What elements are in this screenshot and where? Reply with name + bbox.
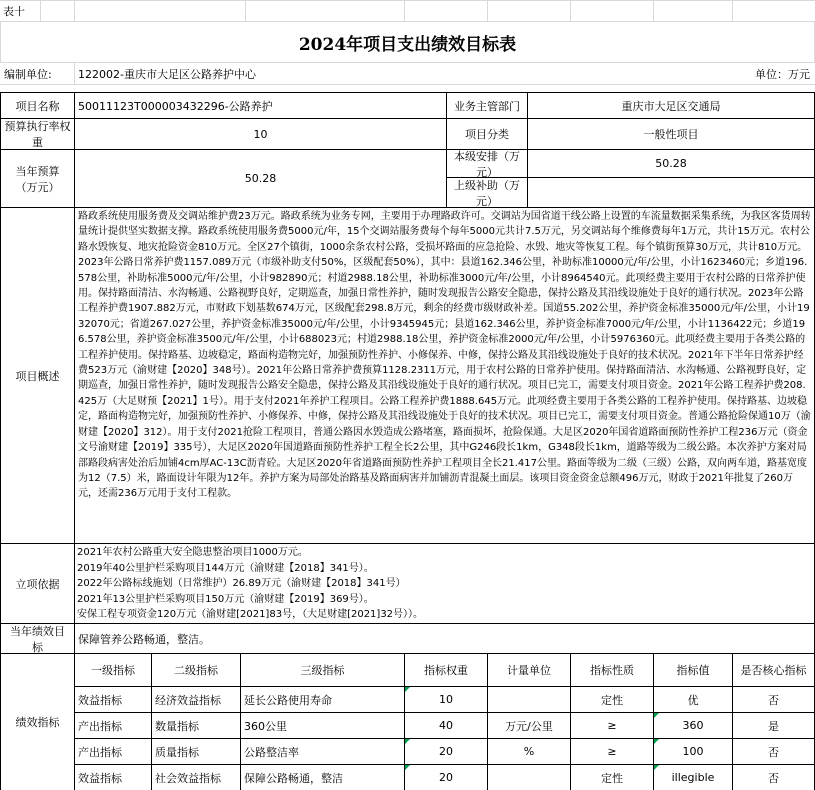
overview-label: 项目概述	[15, 369, 60, 383]
basis-line: 2019年40公里护栏采购项目144万元（渝财建【2018】341号）。	[77, 562, 374, 574]
indicator-cell: 产出指标	[78, 745, 122, 759]
budget-value: 50.28	[244, 172, 277, 185]
indicator-cell: 效益指标	[78, 771, 122, 785]
cell-marker-icon	[405, 739, 410, 744]
unit-value: 122002-重庆市大足区公路养护中心	[78, 67, 256, 81]
indicator-header: 一级指标	[91, 664, 135, 677]
local-value: 50.28	[655, 157, 687, 170]
grid-line	[653, 0, 654, 22]
indicator-cell: 质量指标	[155, 745, 199, 759]
indicator-cell: 经济效益指标	[155, 693, 221, 707]
indicator-header: 指标权重	[424, 664, 468, 677]
indicator-cell: ≥	[607, 719, 617, 732]
indicator-cell: illegible	[671, 771, 715, 784]
indicator-cell	[488, 687, 570, 712]
basis-line: 2021年农村公路重大安全隐患整治项目1000万元。	[77, 547, 308, 558]
indicator-header: 计量单位	[507, 664, 551, 677]
overview-text: 路政系统使用服务费及交调站维护费23万元。路政系统为业务专网，主要用于办理路政许可。交调站为国省道干线公路上设置的车流量数据采集系统，为我区客货周转量统计提供坚实数据支撑。路政系统使用服务费5000元/年，15个交调站服务费每个每年5000元共计7.5万元，另交调站每个维修费每年1万元，共计15万元。农村公路水毁恢复、地灾抢险资金810万元。全区27个镇街，1000余条农村公路，受损坏路面的应急抢险、水毁、地灾等恢复工程。每个镇街预算30万元，共计810万元。2023年公路日常养护费1157.089万元（市级补助支付50%，区级配套50%），其中：县道162.346公里，补助标准10000元/年/公里，小计1623460元；乡道196.578公里，补助标准5000元/年/公里，小计982890元；村道2988.18公里，补助标准3000元/年/公里，小计8964540元。此项经费主要用于农村公路的日常养护使用。保持路面清洁、水沟畅通、公路视野良好，定期巡查，加强日常性养护，随时发现报告公路安全隐患，保持公路及其沿线设施处于良好的通行状况。2023年公路工程养护费1907.882万元，市财政下划基数674万元，区级配套298.8万元，剩余的经费市级财政补差。国道55.202公里，养护资金标准35000元/年/公里，小计1932070元；省道267.027公里，养护资金标准35000元/年/公里，小计9345945元；县道162.346公里，养护资金标准7000元/年/公里，小计1136422元；乡道196.578公里，养护资金标准3500元/年/公里，小计688023元；村道2988.18公里，养护资金标准2000元/年/公里，小计5976360元。此项经费主要用于各类公路的工程养护使用。保持路基、边坡稳定，路面构造物完好，加强预防性养护、小修保养、中修，保持公路及其沿线设施处于良好的技术状况。2021年下半年日常养护经费523万元（渝财建【2020】348号）。2021年公路日常养护费预算1128.2311万元，用于农村公路的日常养护使用。保持路面清洁、水沟畅通、公路视野良好，定期巡查，加强日常性养护，随时发现报告公路安全隐患，保持公路及其沿线设施处于良好的通行状况。项目已完工，需要支付项目资金。2021年公路工程养护费208.425万（大足财预【2021】1号）。用于支付2021年养护工程项目。公路工程养护费1888.645万元。此项经费主要用于各类公路的工程养护使用。保持路基、边坡稳定，路面构造物完好，加强预防性养护、小修保养、中修，保持公路及其沿线设施处于良好的技术状况。项目已完工，需要支付项目资金。普通公路抢险保通10万（渝财建【2020】312）。用于支付2021抢险工程项目，普通公路因水毁造成公路堵塞，路面损坏，抢险保通。大足区2020年国省道路面预防性养护工程236万元（资金文号渝财建【2019】335号），大足区2020年国道路面预防性养护工程全长2公里，其中G246段长1km，G348段长1km，道路等级为二级公路。本次养护方案对局部路段病害处治后加铺4cm厚AC-13C沥青砼。大足区2020年省道路面预防性养护工程项目全长21.417公里。路面等级为二级（三级）公路，双向两车道，路基宽度为12（7.5）米，路面设计年限为12年。养护方案为局部处治路基及路面病害并加铺沥青混凝土面层。该项目资金资金总额496万元，财政于2021年批复了260万元，还需236万元用于支付工程款。	[78, 211, 811, 500]
indicator-cell: 20	[439, 745, 453, 758]
indicator-cell: 产出指标	[78, 719, 122, 733]
basis-line: 2022年公路标线施划（日常维护）26.89万元（渝财建【2018】341号）	[77, 578, 406, 589]
sheet-tag: 表十	[3, 5, 25, 18]
cell-marker-icon	[405, 687, 410, 692]
cell-marker-icon	[405, 765, 410, 770]
grid-line	[0, 84, 815, 85]
local-label: 本级安排（万元）	[454, 150, 520, 177]
indicator-cell: 360公里	[244, 719, 287, 733]
indicator-cell: 延长公路使用寿命	[244, 693, 332, 707]
unit-label: 编制单位:	[4, 67, 52, 81]
indicator-cell: 保障公路畅通，整洁	[244, 771, 343, 785]
indicator-cell: 否	[768, 771, 779, 785]
basis-line: 安保工程专项资金120万元（渝财建[2021]83号，（大足财建[2021]32号））。	[77, 609, 424, 620]
indicator-cell: 万元/公里	[505, 719, 553, 733]
weight-value: 10	[253, 127, 268, 141]
basis-line: 2021年13公里护栏采购项目150万元（渝财建【2019】369号）。	[77, 593, 374, 605]
indicator-cell: 40	[439, 719, 453, 732]
grid-line	[732, 0, 733, 22]
grid-line	[487, 0, 488, 22]
cell-marker-icon	[654, 713, 659, 718]
indicators-label: 绩效指标	[15, 716, 60, 729]
upper-label: 上级补助（万元）	[454, 178, 520, 207]
indicator-cell: 社会效益指标	[155, 771, 221, 785]
grid-line	[0, 0, 815, 1]
category-label: 项目分类	[465, 128, 509, 141]
grid-line	[74, 0, 75, 22]
basis-list	[75, 544, 814, 623]
indicator-cell: 100	[682, 745, 704, 758]
indicator-cell: 定性	[601, 771, 623, 785]
basis-label: 立项依据	[15, 577, 60, 591]
indicator-header: 三级指标	[300, 664, 345, 677]
dept-label: 业务主管部门	[454, 99, 520, 113]
budget-label: 当年预算（万元）	[15, 164, 60, 194]
indicator-cell: 数量指标	[155, 719, 199, 733]
indicator-cell: 否	[768, 745, 779, 759]
indicator-header: 指标性质	[590, 664, 634, 677]
cell-marker-icon	[654, 765, 659, 770]
indicator-cell: %	[523, 745, 535, 758]
project-name-label: 项目名称	[15, 99, 60, 113]
indicator-cell: ≥	[607, 745, 617, 758]
weight-label: 预算执行率权重	[4, 120, 71, 149]
category-value: 一般性项目	[643, 128, 699, 141]
indicator-cell: 定性	[601, 693, 623, 707]
indicator-header: 二级指标	[174, 664, 218, 677]
grid-line	[40, 0, 41, 22]
indicator-header: 指标值	[676, 664, 710, 677]
indicator-cell: 360	[682, 719, 704, 732]
project-name-value: 50011123T000003432296-公路养护	[78, 99, 273, 113]
goal-label: 当年绩效目标	[10, 624, 65, 653]
indicator-cell: 优	[687, 693, 699, 707]
indicator-cell: 10	[439, 693, 453, 706]
currency-unit: 单位：万元	[755, 67, 810, 81]
goal-value: 保障管养公路畅通，整洁。	[78, 632, 210, 646]
upper-value	[528, 178, 814, 207]
indicator-cell: 公路整洁率	[244, 745, 299, 759]
indicator-cell: 效益指标	[78, 693, 122, 707]
cell-marker-icon	[654, 739, 659, 744]
grid-line	[404, 0, 405, 22]
indicator-cell: 是	[768, 719, 779, 733]
indicator-cell	[488, 765, 570, 790]
dept-value: 重庆市大足区交通局	[621, 99, 721, 113]
grid-line	[570, 0, 571, 22]
page-title: 2024年项目支出绩效目标表	[298, 34, 517, 55]
grid-line	[245, 0, 246, 22]
indicator-cell: 20	[439, 771, 453, 784]
indicator-header: 是否核心指标	[740, 664, 807, 677]
indicator-cell: 否	[768, 693, 779, 707]
